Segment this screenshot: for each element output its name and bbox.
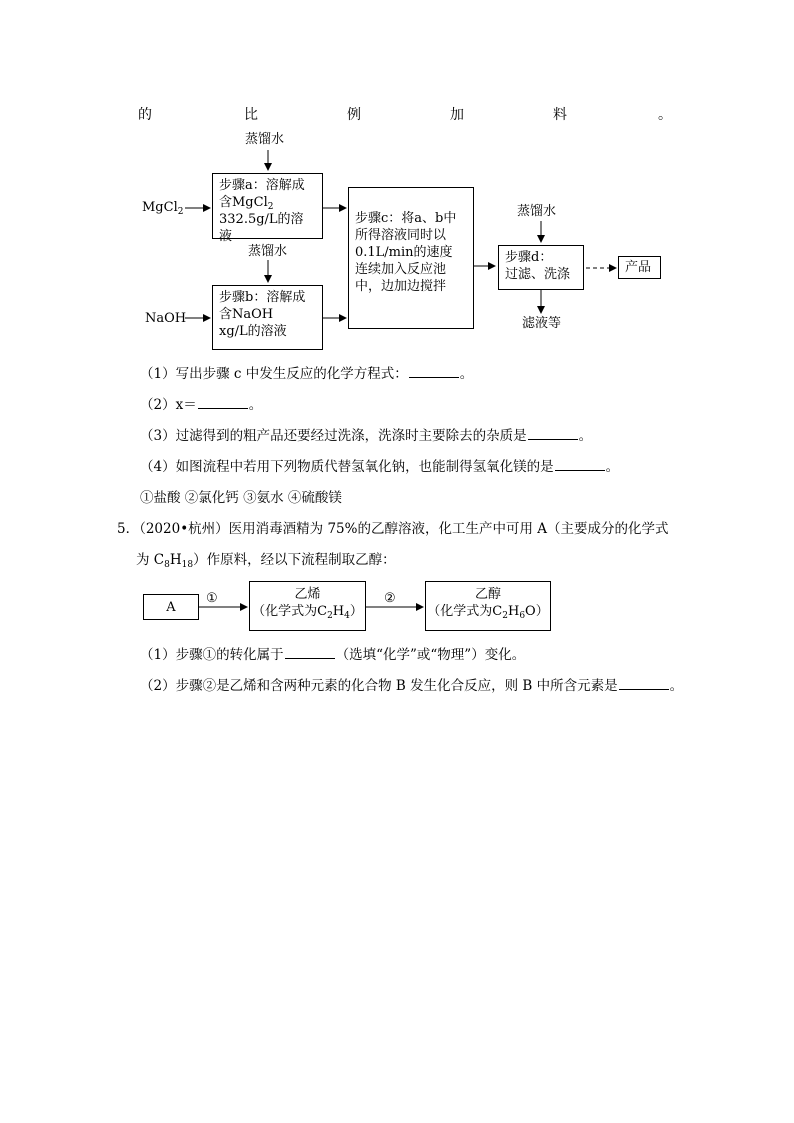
q5-stem-line1: 5．（2020•杭州）医用消毒酒精为 75%的乙醇溶液，化工生产中可用 A（主要成分的化学式	[117, 521, 669, 537]
continuation-char-6: 。	[658, 107, 672, 123]
answer-blank[interactable]	[409, 365, 459, 378]
box-a: A	[143, 594, 199, 620]
mgcl2-label: MgCl$_2$	[142, 200, 184, 217]
step-1-label: ①	[206, 591, 218, 606]
q5-sub1: （1）步骤①的转化属于 （选填“化学”或“物理”）变化。	[140, 647, 526, 663]
step-d-box: 步骤d： 过滤、洗涤	[498, 245, 584, 290]
water-label-right: 蒸馏水	[517, 204, 557, 219]
q4-sub4: （4）如图流程中若用下列物质代替氢氧化钠，也能制得氢氧化镁的是 。	[140, 459, 620, 475]
q5-sub2: （2）步骤②是乙烯和含两种元素的化合物 B 发生化合反应，则 B 中所含元素是 。	[140, 678, 684, 694]
step-c-box: 步骤c：将a、b中 所得溶液同时以 0.1L/min的速度 连续加入反应池 中，边加边搅拌	[348, 187, 474, 329]
filtrate-label: 滤液等	[522, 316, 562, 331]
ethylene-box: 乙烯 （化学式为$C_2H_4$）	[249, 581, 366, 631]
product-box: 产品	[618, 256, 661, 279]
q4-sub1: （1）写出步骤 c 中发生反应的化学方程式： 。	[140, 366, 474, 382]
step-2-label: ②	[384, 591, 396, 606]
naoh-label: NaOH	[145, 311, 187, 326]
water-label-top: 蒸馏水	[245, 132, 285, 147]
step-a-box: 步骤a：溶解成 含MgCl$_2$ 332.5g/L的溶液	[212, 173, 323, 239]
answer-blank[interactable]	[198, 396, 248, 409]
q5-stem-line2: 为 $C_8H_{18}$）作原料，经以下流程制取乙醇：	[136, 552, 396, 570]
water-label-mid: 蒸馏水	[248, 244, 288, 259]
step-b-box: 步骤b：溶解成 含NaOH xg/L的溶液	[212, 285, 323, 350]
continuation-char-4: 加	[450, 107, 464, 123]
answer-blank[interactable]	[528, 427, 578, 440]
ethanol-box: 乙醇 （化学式为$C_2H_6O$）	[425, 581, 551, 631]
q4-options: ①盐酸 ②氯化钙 ③氨水 ④硫酸镁	[140, 490, 342, 506]
q4-sub2: （2）x＝ 。	[140, 397, 263, 413]
q4-sub3: （3）过滤得到的粗产品还要经过洗涤，洗涤时主要除去的杂质是 。	[140, 428, 593, 444]
continuation-char-3: 例	[347, 107, 361, 123]
answer-blank[interactable]	[619, 677, 669, 690]
answer-blank[interactable]	[285, 646, 335, 659]
continuation-char-1: 的	[138, 107, 152, 123]
answer-blank[interactable]	[555, 458, 605, 471]
continuation-char-2: 比	[244, 107, 258, 123]
continuation-char-5: 料	[553, 107, 567, 123]
